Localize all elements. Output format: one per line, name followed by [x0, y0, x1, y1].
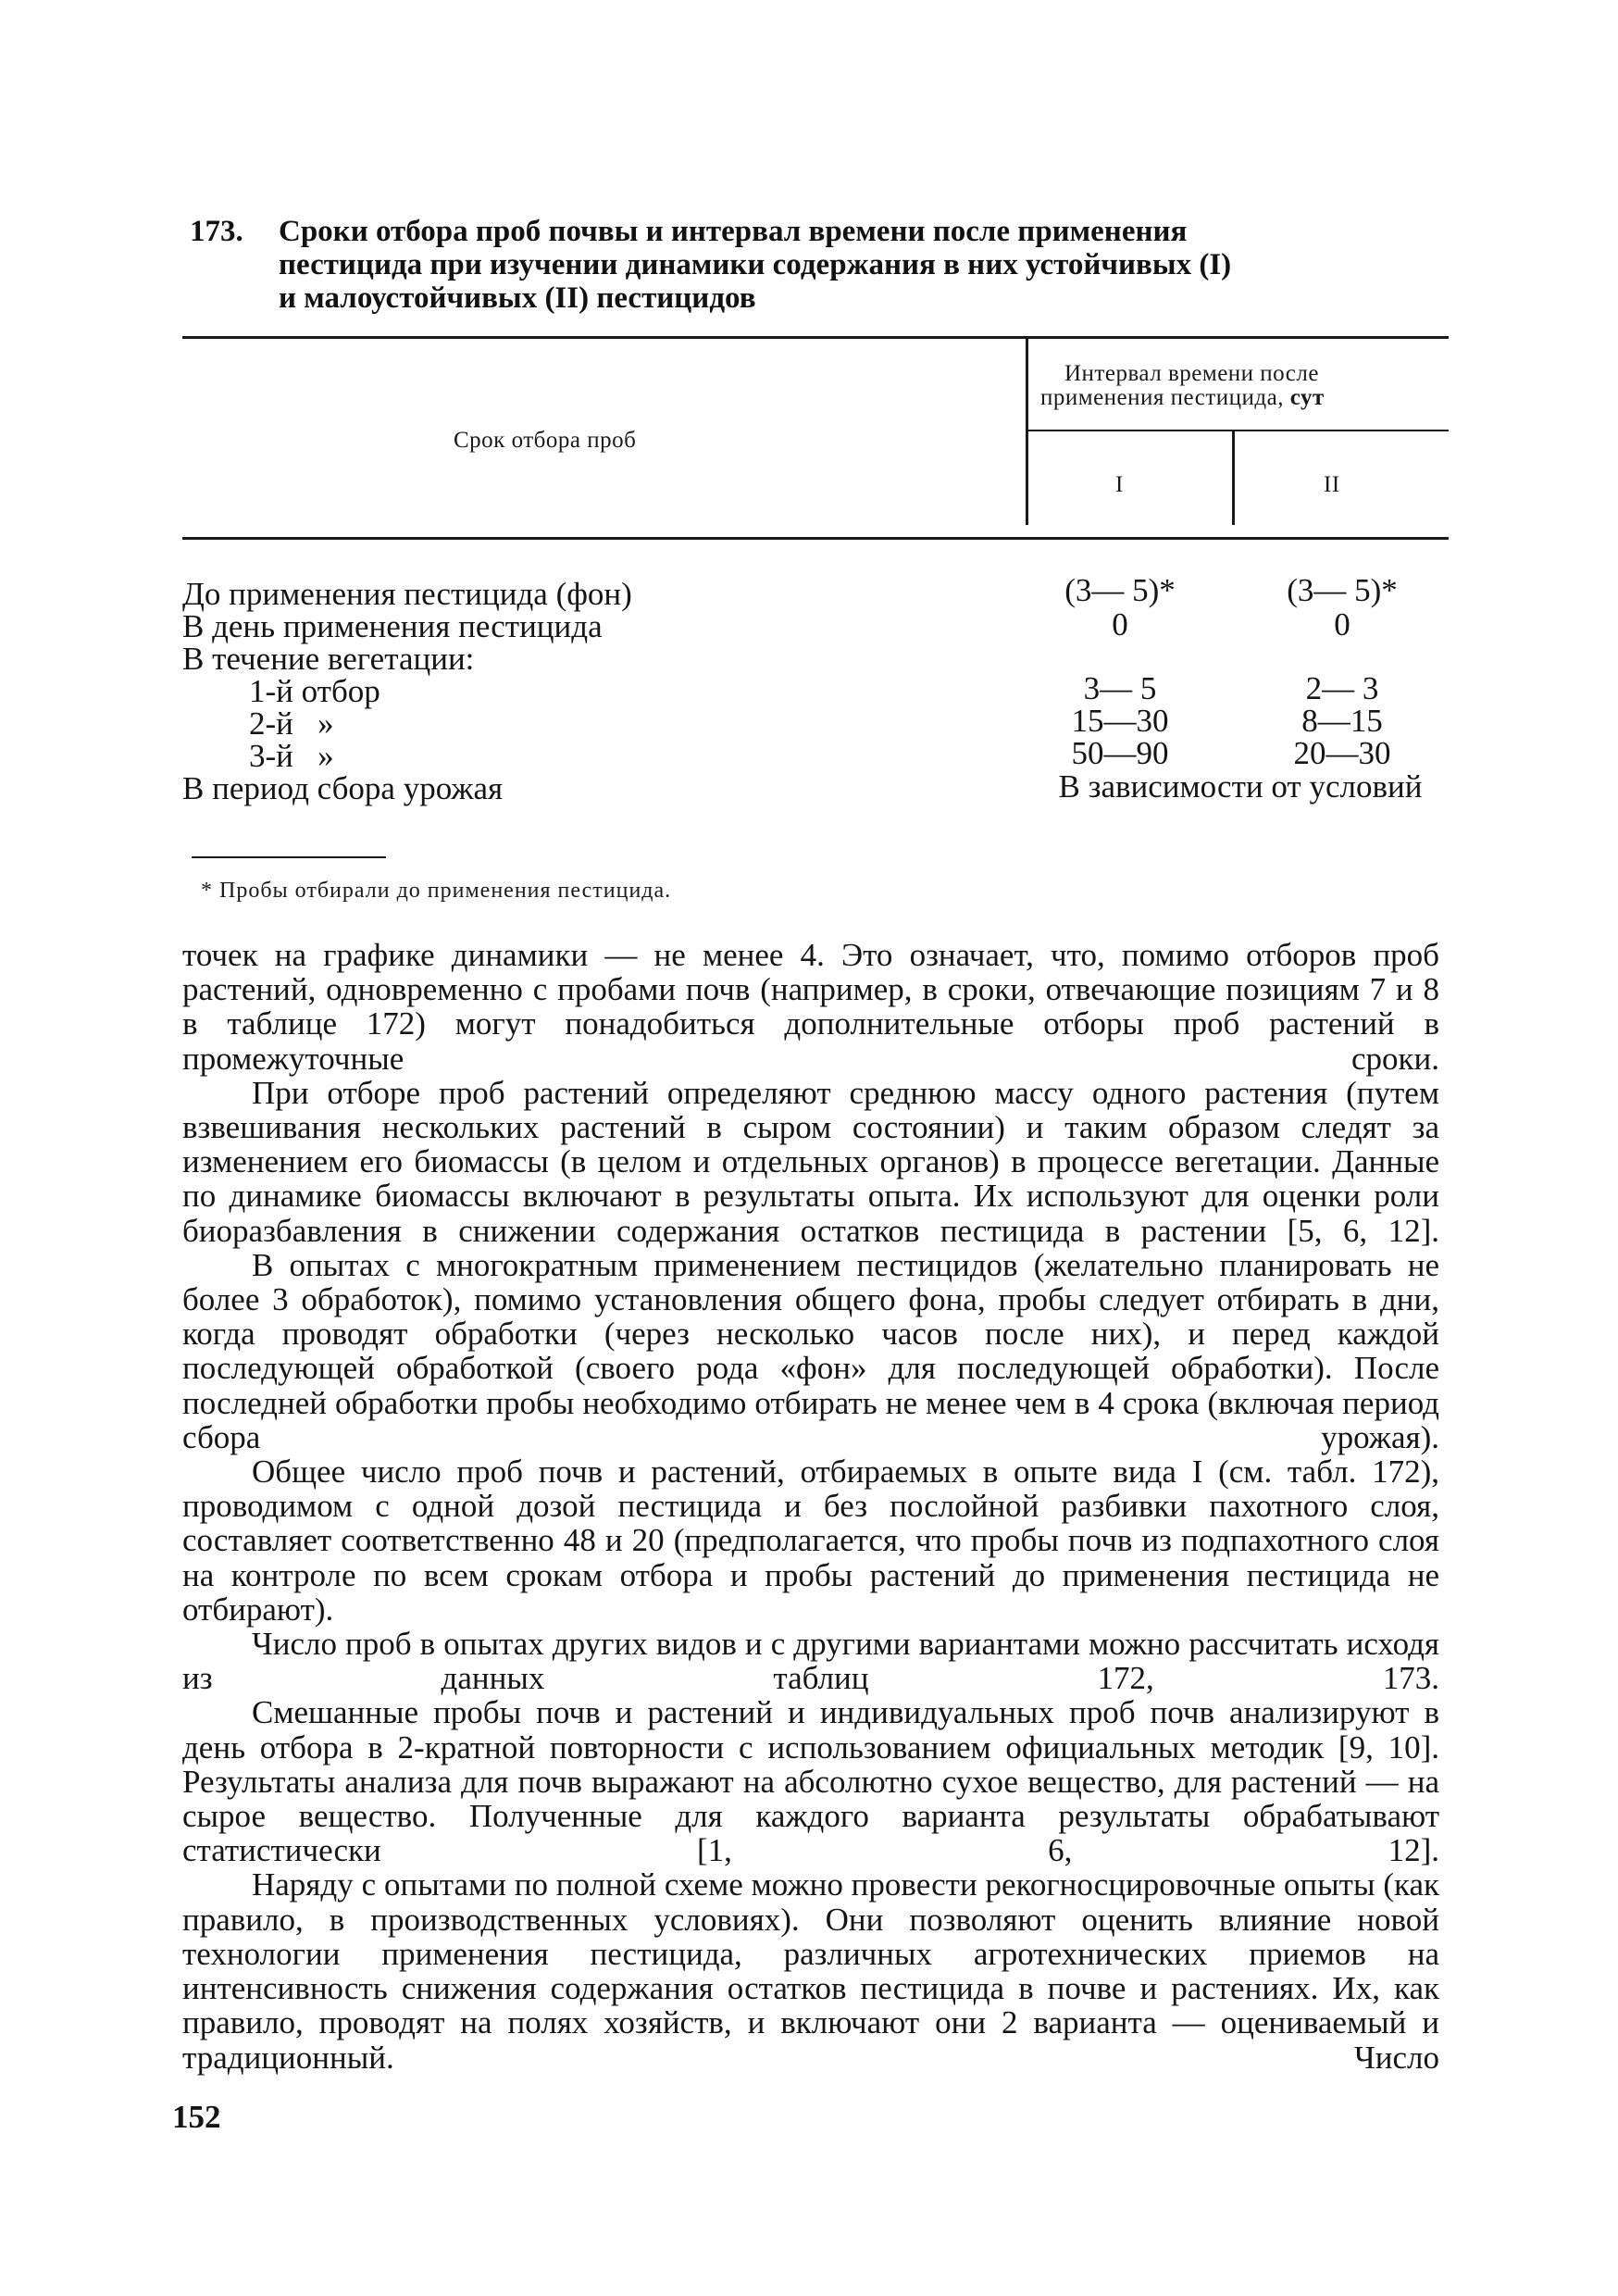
- table-caption-line: пестицида при изучении динамики содержания в них устойчивых (I): [279, 248, 1232, 281]
- header-bottom-rule: [182, 537, 1449, 540]
- table-caption-line: Сроки отбора проб почвы и интервал времени после применения: [279, 215, 1188, 248]
- paragraph: точек на графике динамики — не менее 4. Это означает, что, помимо отборов проб растений, одновременно с пробами почв (например, в сроки, отвечающие позициям 7 и 8 в таблице 172) могут понадобиться дополнительные отборы проб растений в промежуточные сроки.: [182, 937, 1439, 1077]
- table-cell-II: (3— 5)*: [1287, 572, 1398, 608]
- paragraph: Число проб в опытах других видов и с другими вариантами можно рассчитать исходя из данных таблиц 172, 173.: [182, 1626, 1439, 1697]
- header-col-II: II: [1324, 472, 1340, 497]
- table-cell-I: 50—90: [1071, 735, 1169, 771]
- table-cell-II: 2— 3: [1305, 670, 1379, 706]
- table-cell-II: 0: [1334, 606, 1350, 643]
- table-cell-II: 20—30: [1293, 735, 1391, 771]
- page-number: 152: [172, 2099, 221, 2135]
- table-row-label: 1-й отбор: [249, 673, 380, 709]
- table-row-label: В день применения пестицида: [182, 608, 603, 644]
- header-vertical-rule: [1026, 339, 1028, 525]
- table-row-label: 2-й »: [249, 705, 334, 742]
- table-cell-II: 8—15: [1301, 703, 1383, 739]
- paragraph: Наряду с опытами по полной схеме можно провести рекогносцировочные опыты (как правило, в производственных условиях). Они позволяют оценить влияние новой технологии применения пестицида, различных агротехнических приемов на интенсивность снижения содержания остатков пестицида в почве и растениях. Их, как правило, проводят на полях хозяйств, и включают они 2 варианта — оцениваемый и традиционный. Число: [182, 1866, 1439, 2076]
- paragraph: Смешанные пробы почв и растений и индивидуальных проб почв анализируют в день отбора в 2-кратной повторности с использованием официальных методик [9, 10]. Результаты анализа для почв выражают на абсолютно сухое вещество, для растений — на сырое вещество. Полученные для каждого варианта результаты обрабатывают статистически [1, 6, 12].: [182, 1694, 1439, 1869]
- table-top-rule: [182, 336, 1449, 339]
- table-cell-I: 0: [1112, 606, 1128, 643]
- table-cell-I: 3— 5: [1083, 670, 1157, 706]
- header-interval-line1: Интервал времени после: [1064, 361, 1319, 386]
- table-cell-merged: В зависимости от условий: [1058, 768, 1423, 805]
- table-row-label: 3-й »: [249, 738, 334, 774]
- table-row-label: В течение вегетации:: [182, 641, 475, 677]
- table-number: 173.: [190, 215, 243, 248]
- body-text: [182, 938, 1439, 2075]
- header-interval-text: применения пестицида,: [1040, 385, 1284, 410]
- header-subcol-rule: [1232, 431, 1235, 525]
- table-row-label: В период сбора урожая: [182, 770, 504, 806]
- paragraph: При отборе проб растений определяют среднюю массу одного растения (путем взвешивания нескольких растений в сыром состоянии) и таким образом следят за изменением его биомассы (в целом и отдельных органов) в процессе вегетации. Данные по динамике биомассы включают в результаты опыта. Их используют для оценки роли биоразбавления в снижении содержания остатков пестицида в растении [5, 6, 12].: [182, 1074, 1439, 1249]
- table-caption-line: и малоустойчивых (II) пестицидов: [279, 281, 756, 315]
- header-col-I: I: [1115, 472, 1124, 497]
- table-cell-I: 15—30: [1071, 703, 1169, 739]
- paragraph: В опытах с многократным применением пестицидов (желательно планировать не более 3 обработок), помимо установления общего фона, пробы следует отбирать в дни, когда проводят обработки (через несколько часов после них), и перед каждой последующей обработкой (своего рода «фон» для последующей обработки). После последней обработки пробы необходимо отбирать не менее чем в 4 срока (включая период сбора урожая).: [182, 1246, 1439, 1455]
- header-col-term: Срок отбора проб: [454, 428, 637, 453]
- header-interval-unit: сут: [1289, 385, 1325, 410]
- table-footnote: * Пробы отбирали до применения пестицида.: [201, 879, 672, 903]
- table-cell-I: (3— 5)*: [1064, 572, 1176, 608]
- header-interval-line2: [1040, 385, 1325, 411]
- paragraph: Общее число проб почв и растений, отбираемых в опыте вида I (см. табл. 172), проводимом с одной дозой пестицида и без послойной разбивки пахотного слоя, составляет соответственно 48 и 20 (предполагается, что пробы почв из подпахотного слоя на контроле по всем срокам отбора и пробы растений до применения пестицида не отбирают).: [182, 1454, 1439, 1628]
- header-mid-rule: [1028, 430, 1449, 431]
- footnote-rule: [192, 856, 386, 858]
- table-row-label: До применения пестицида (фон): [182, 576, 632, 612]
